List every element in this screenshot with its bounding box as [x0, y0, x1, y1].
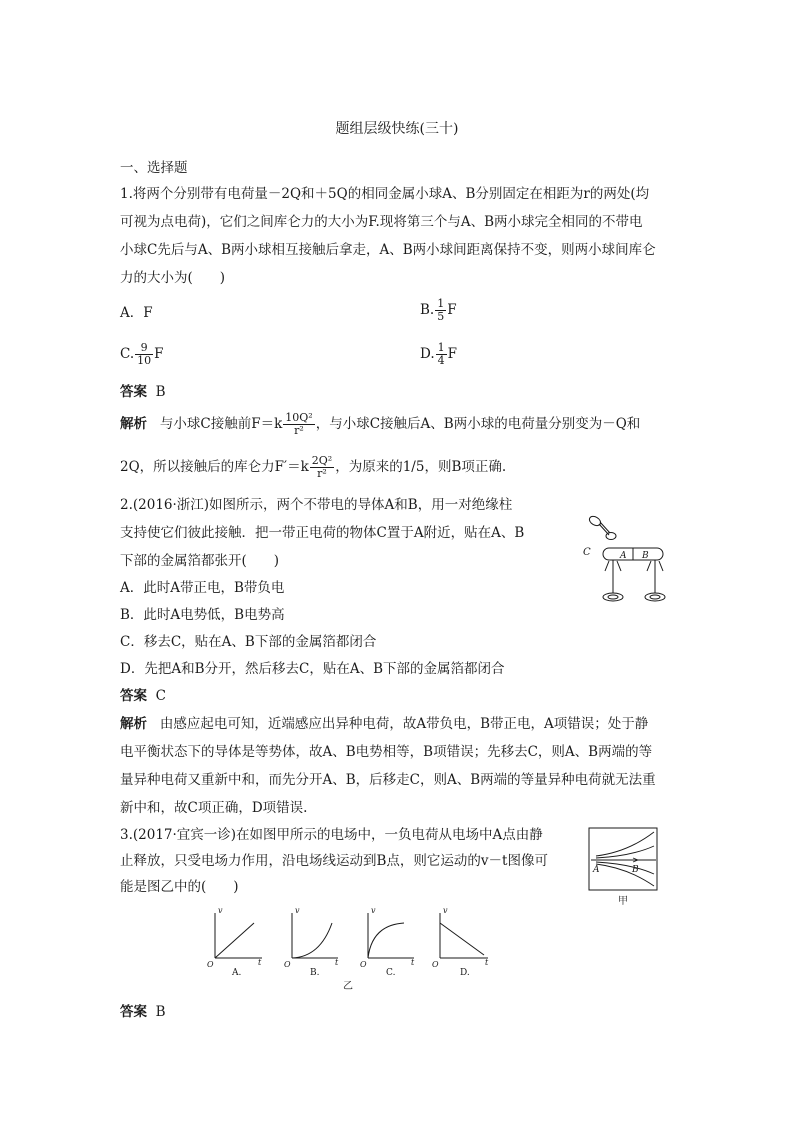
q3-answer-label: 答案 [120, 1004, 147, 1020]
q1-option-c-label: C. [120, 346, 135, 362]
q3-line-3: 能是图乙中的( ) [120, 879, 239, 895]
q3-figure-yi [200, 903, 500, 993]
q2-option-b: B．此时A电势低，B电势高 [120, 607, 285, 623]
q2-option-a: A．此时A带正电，B带负电 [120, 580, 285, 596]
q2-line-1: 2.(2016·浙江)如图所示，两个不带电的导体A和B，用一对绝缘柱 [120, 497, 513, 513]
q1-option-d-num: 1 [437, 341, 445, 354]
label-a: A [620, 551, 627, 561]
section-heading: 一、选择题 [120, 160, 188, 176]
q1-option-d-den: 4 [437, 354, 445, 367]
graph-c-label: C. [386, 968, 396, 978]
graph-c-v: v [371, 906, 376, 915]
q2-analysis-text-1: 由感应起电可知，近端感应出异种电荷，故A带负电，B带正电，A项错误；处于静 [159, 716, 649, 732]
q2-option-c: C．移去C，贴在A、B下部的金属箔都闭合 [120, 634, 377, 650]
graph-d-o: O [432, 960, 439, 969]
q3-figure-jia [588, 826, 678, 906]
q1-line-4: 力的大小为( ) [120, 270, 226, 286]
label-b: B [642, 551, 649, 561]
graph-d-t: t [485, 958, 489, 967]
figure-yi-caption: 乙 [343, 981, 353, 992]
q2-analysis-line-3: 量异种电荷又重新中和，而先分开A、B，后移走C，则A、B两端的等量异种电荷就无法重 [120, 772, 656, 788]
q1-analysis-num-1: 10Q² [285, 411, 313, 424]
field-label-b: B [632, 865, 639, 875]
graph-d-v: v [443, 906, 448, 915]
q1-option-b-den: 5 [437, 310, 445, 323]
q3-answer [120, 1004, 166, 1020]
page-title: 题组层级快练(三十) [335, 121, 459, 137]
q1-option-d-tail: F [447, 346, 458, 362]
q1-line-1: 1.将两个分别带有电荷量－2Q和＋5Q的相同金属小球A、B分别固定在相距为r的两处(均 [120, 186, 650, 202]
q1-answer [120, 384, 166, 400]
q1-analysis-den-2: r² [317, 467, 327, 480]
q2-line-3: 下部的金属箔都张开( ) [120, 553, 280, 569]
q1-option-b-tail: F [447, 302, 457, 318]
q1-analysis-label: 解析 [120, 416, 147, 432]
q1-option-b-num: 1 [437, 297, 445, 310]
q1-option-c-tail: F [154, 346, 164, 362]
q1-option-c-den: 10 [137, 354, 152, 367]
vt-graph-b [292, 913, 338, 958]
q2-option-d: D．先把A和B分开，然后移去C，贴在A、B下部的金属箔都闭合 [120, 661, 505, 677]
q2-analysis-label: 解析 [120, 716, 147, 732]
q1-analysis-fraction-1 [283, 412, 314, 437]
field-label-a: A [593, 865, 600, 875]
figure-jia-caption: 甲 [618, 896, 628, 906]
q3-line-2: 止释放，只受电场力作用，沿电场线运动到B点，则它运动的v－t图像可 [120, 853, 548, 869]
q1-option-b-label: B. [420, 302, 435, 318]
q2-figure [575, 505, 685, 613]
q1-option-a: A．F [120, 305, 153, 321]
q3-answer-value: B [155, 1004, 166, 1020]
charged-rod-c [588, 515, 616, 540]
graph-a-t: t [258, 958, 262, 967]
q1-option-c [120, 342, 164, 367]
q1-option-d [420, 342, 457, 367]
q1-option-b-fraction [435, 298, 446, 323]
q2-analysis-line-4: 新中和，故C项正确，D项错误. [120, 800, 308, 816]
graph-a-v: v [218, 906, 223, 915]
graph-b-label: B. [310, 968, 320, 978]
q1-option-c-fraction [135, 342, 153, 367]
q1-line-3: 小球C先后与A、B两小球相互接触后拿走，A、B两小球间距离保持不变，则两小球间库仑 [120, 242, 656, 258]
graph-b-t: t [335, 958, 339, 967]
q2-answer-value: C [155, 688, 166, 704]
graph-d-label: D. [460, 968, 470, 978]
graph-b-v: v [295, 906, 300, 915]
q1-analysis-line-2 [120, 455, 506, 480]
q1-line-2: 可视为点电荷)，它们之间库仑力的大小为F.现将第三个与A、B两小球完全相同的不带电 [120, 214, 643, 230]
vt-graph-d [440, 913, 488, 958]
q1-analysis-num-2: 2Q² [311, 454, 333, 467]
q2-answer [120, 688, 166, 704]
q1-analysis-text-1b: ，与小球C接触后A、B两小球的电荷量分别变为－Q和 [315, 416, 641, 432]
q2-answer-label: 答案 [120, 688, 147, 704]
q1-option-b [420, 298, 457, 323]
q1-analysis-den-1: r² [294, 424, 304, 437]
q1-analysis-fraction-2 [310, 455, 334, 480]
q1-analysis-text-2b: ，为原来的1/5，则B项正确. [335, 459, 507, 475]
vt-graph-a [215, 913, 262, 958]
graph-c-o: O [360, 960, 367, 969]
q1-analysis-text-1a: 与小球C接触前F＝k [159, 416, 283, 432]
q1-option-d-fraction [436, 342, 447, 367]
label-c: C [583, 547, 591, 558]
graph-a-label: A. [232, 968, 242, 978]
q1-analysis-line-1 [120, 412, 640, 437]
q3-line-1: 3.(2017·宜宾一诊)在如图甲所示的电场中，一负电荷从电场中A点由静 [120, 827, 543, 843]
q1-answer-value: B [155, 384, 166, 400]
q1-option-c-num: 9 [135, 342, 153, 355]
q1-answer-label: 答案 [120, 384, 147, 400]
q1-option-d-label: D. [420, 346, 435, 362]
graph-b-o: O [284, 960, 291, 969]
q2-analysis-line-1 [120, 716, 648, 732]
graph-c-t: t [411, 958, 415, 967]
graph-a-o: O [207, 960, 214, 969]
vt-graph-c [368, 913, 414, 958]
q2-analysis-line-2: 电平衡状态下的导体是等势体，故A、B电势相等，B项错误；先移去C，则A、B两端的等 [120, 744, 653, 760]
conductor-ab [603, 548, 665, 601]
q2-line-2: 支持使它们彼此接触．把一带正电荷的物体C置于A附近，贴在A、B [120, 525, 525, 541]
q1-analysis-text-2a: 2Q，所以接触后的库仑力F′＝k [120, 459, 309, 475]
